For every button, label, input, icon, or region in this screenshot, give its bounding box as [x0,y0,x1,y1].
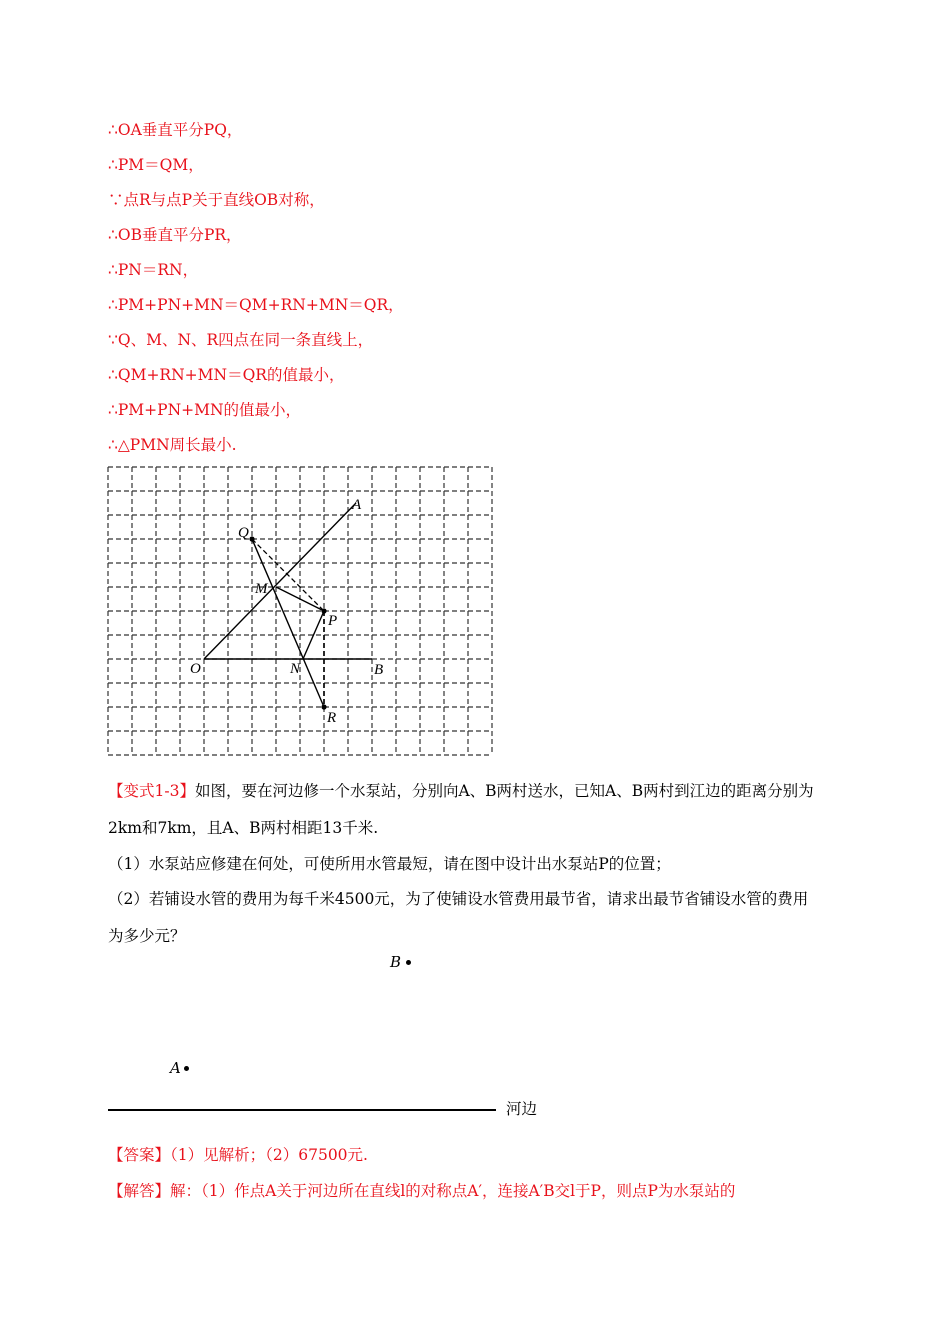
label-M: M [255,581,268,597]
problem-tag: 【变式1-3】 [108,782,195,800]
river-line [108,1109,496,1111]
solution-text: 解：（1）作点A关于河边所在直线l的对称点A′，连接A′B交l于P，则点P为水泵站的 [170,1182,736,1200]
village-A-dot [184,1066,189,1071]
proof-line: ∴PM+PN+MN的值最小， [108,401,302,419]
label-O: O [190,661,201,677]
solution-line [108,1179,735,1201]
point-P [321,608,326,613]
label-R: R [327,710,337,726]
problem-text: 如图，要在河边修一个水泵站，分别向A、B两村送水，已知A、B两村到江边的距离分别为 [194,782,814,800]
label-P: P [328,613,338,629]
proof-line: ∵点R与点P关于直线OB对称， [108,191,325,209]
proof-line: ∴QM+RN+MN＝QR的值最小， [108,366,345,384]
question-2-line-2: 为多少元？ [108,927,186,945]
proof-line: ∴PM＝QM， [108,156,204,174]
answer-line [108,1143,368,1165]
village-A-label: A [170,1059,181,1077]
segment-QP-dashed [252,539,324,611]
point-R [321,704,326,709]
problem-line-2: 2km和7km，且A、B两村相距13千米. [108,819,379,837]
label-N: N [290,661,301,677]
river-label: 河边 [506,1100,538,1118]
label-Q: Q [238,525,249,541]
problem-line-1 [108,779,814,801]
question-1: （1）水泵站应修建在何处，可使所用水管最短，请在图中设计出水泵站P的位置； [108,855,671,873]
segment-QR [252,539,324,707]
proof-line: ∴OB垂直平分PR， [108,226,242,244]
answer-tag: 【答案】 [108,1146,171,1164]
village-B-dot [406,960,411,965]
proof-line: ∵Q、M、N、R四点在同一条直线上， [108,331,374,349]
grid-geometry-figure [100,460,500,760]
proof-line: ∴PM+PN+MN＝QM+RN+MN＝QR， [108,296,404,314]
label-B: B [374,662,384,678]
label-A: A [352,497,362,513]
answer-text: （1）见解析；（2）67500元. [170,1146,368,1164]
proof-line: ∴OA垂直平分PQ， [108,121,243,139]
proof-line: ∴△PMN周长最小. [108,436,237,454]
point-Q [249,536,254,541]
proof-line: ∴PN＝RN， [108,261,199,279]
village-B-label: B [390,953,402,971]
question-2-line-1: （2）若铺设水管的费用为每千米4500元，为了使铺设水管费用最节省，请求出最节省铺设水管的费用 [108,890,809,908]
dashed-grid [108,467,492,755]
solution-tag: 【解答】 [108,1182,171,1200]
